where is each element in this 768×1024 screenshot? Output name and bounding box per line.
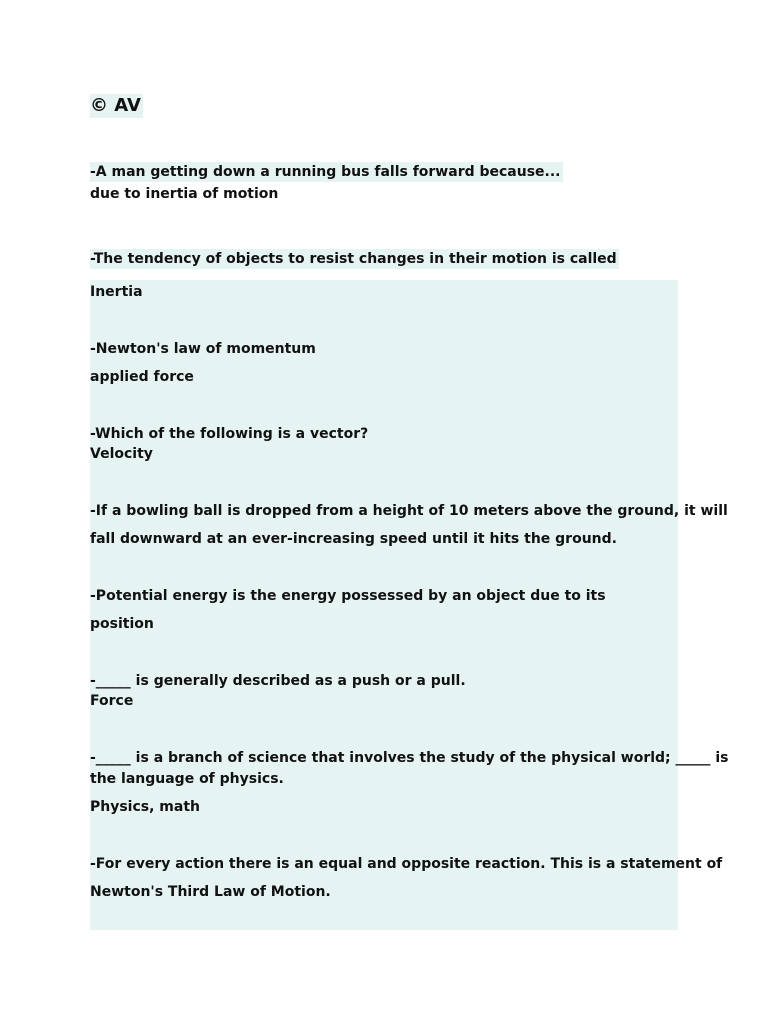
question-1: -A man getting down a running bus falls forward because... <box>90 164 561 180</box>
question-3: -Newton's law of momentum <box>90 341 316 357</box>
question-8-line-1: -_____ is a branch of science that involves the study of the physical world; _____ is <box>90 750 729 766</box>
answer-6: position <box>90 616 154 632</box>
question-4: -Which of the following is a vector? <box>90 426 369 442</box>
answer-8: Physics, math <box>90 799 201 815</box>
question-9-line-1: -For every action there is an equal and opposite reaction. This is a statement of <box>90 856 723 872</box>
answer-3: applied force <box>90 369 194 385</box>
answer-7: Force <box>90 693 134 709</box>
question-8-line-2: the language of physics. <box>90 771 284 787</box>
question-5-line-1: -If a bowling ball is dropped from a height of 10 meters above the ground, it will <box>90 503 728 519</box>
answer-2: Inertia <box>90 284 143 300</box>
question-9-line-2: Newton's Third Law of Motion. <box>90 884 331 900</box>
answer-1: due to inertia of motion <box>90 186 279 202</box>
question-2: -The tendency of objects to resist changes in their motion is called <box>90 251 617 267</box>
question-6: -Potential energy is the energy possessed by an object due to its <box>90 588 606 604</box>
answer-4: Velocity <box>90 446 153 462</box>
copyright-header: © AV <box>90 95 141 116</box>
question-5-line-2: fall downward at an ever-increasing speed until it hits the ground. <box>90 531 617 547</box>
question-7: -_____ is generally described as a push or a pull. <box>90 673 466 689</box>
